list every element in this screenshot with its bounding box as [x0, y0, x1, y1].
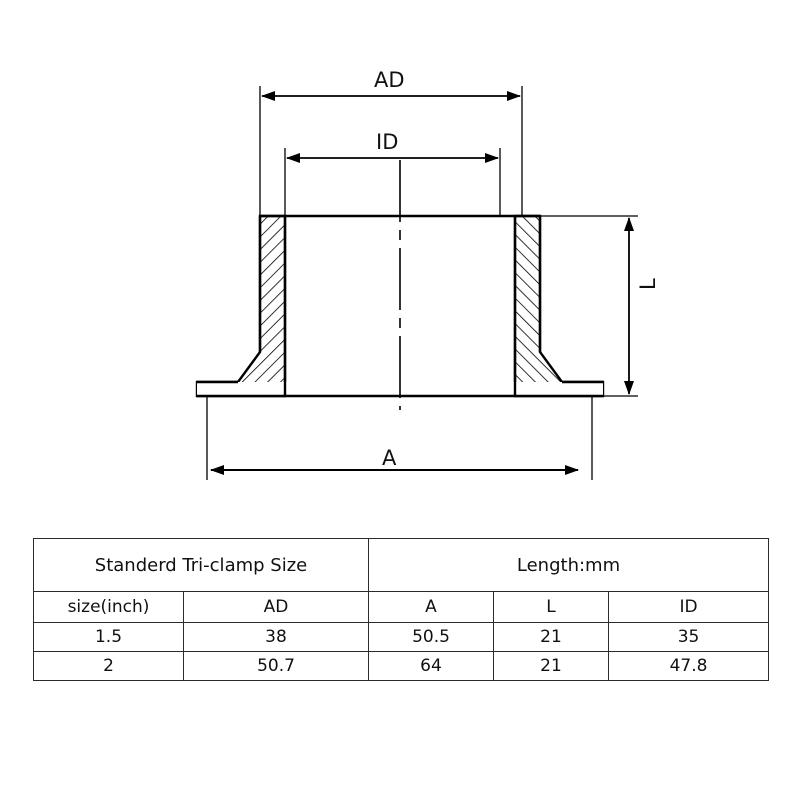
table-unit-note: Length:mm	[369, 539, 769, 592]
dimension-label-l: L	[636, 278, 660, 290]
table-cell: 50.5	[369, 623, 494, 652]
table-header-cell: A	[369, 592, 494, 623]
table-cell: 2	[34, 652, 184, 681]
table-header-cell: size(inch)	[34, 592, 184, 623]
table-title-row	[34, 539, 769, 592]
table-header-cell: ID	[609, 592, 769, 623]
dimension-label-ad: AD	[374, 68, 405, 92]
dimension-label-a: A	[382, 446, 397, 470]
table-cell: 64	[369, 652, 494, 681]
dimension-l	[540, 216, 638, 396]
table-cell: 1.5	[34, 623, 184, 652]
table-cell: 38	[184, 623, 369, 652]
table-header-cell: L	[494, 592, 609, 623]
table-cell: 21	[494, 652, 609, 681]
table-header-cell: AD	[184, 592, 369, 623]
table-cell: 50.7	[184, 652, 369, 681]
table-cell: 35	[609, 623, 769, 652]
dimension-label-id: ID	[376, 130, 399, 154]
table-row	[34, 652, 769, 681]
table-cell: 47.8	[609, 652, 769, 681]
table-row	[34, 623, 769, 652]
table-header-row	[34, 592, 769, 623]
table-cell: 21	[494, 623, 609, 652]
table-title: Standerd Tri-clamp Size	[34, 539, 369, 592]
dimension-id	[285, 148, 500, 216]
spec-table	[33, 538, 769, 681]
